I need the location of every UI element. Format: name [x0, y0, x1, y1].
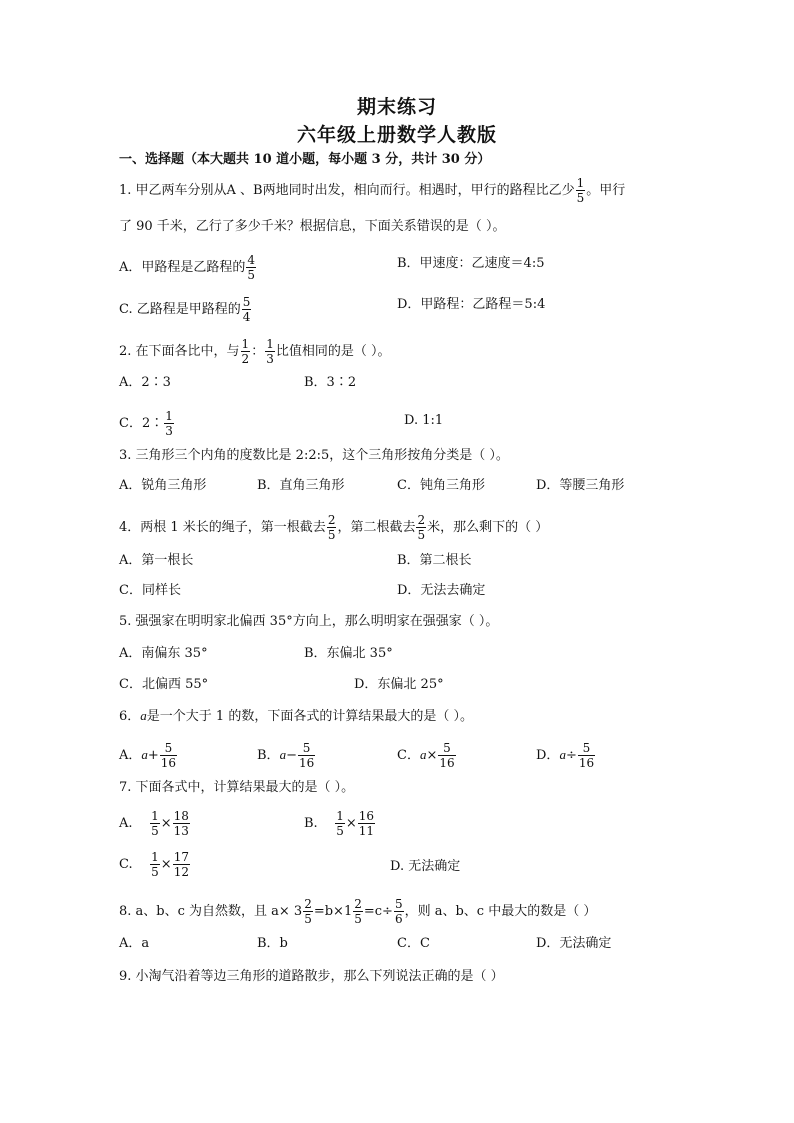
- numerator: 2: [304, 897, 312, 911]
- question-9: 9. 小淘气沿着等边三角形的道路散步，那么下列说法正确的是（ ）: [119, 969, 504, 984]
- section-heading: 一、选择题（本大题共 10 道小题，每小题 3 分，共计 30 分）: [119, 152, 491, 167]
- q4-option-b: B．第二根长: [397, 553, 472, 568]
- q7-option-b-label: B.: [304, 816, 318, 831]
- q1-option-a: [119, 253, 257, 282]
- numerator: 5: [298, 741, 315, 756]
- numerator: 5: [242, 295, 251, 309]
- denominator: 16: [160, 756, 177, 770]
- q1-option-a-text: A．甲路程是乙路程的: [119, 260, 246, 275]
- denominator: 5: [304, 912, 312, 926]
- numerator: 18: [173, 809, 189, 823]
- q3-option-d: D．等腰三角形: [536, 478, 625, 493]
- q6-option-c-label: C．: [397, 748, 420, 763]
- numerator: 17: [173, 850, 189, 864]
- numerator: 2: [354, 897, 362, 911]
- times-sign: ×: [160, 816, 172, 831]
- q3-option-b: B．直角三角形: [257, 478, 345, 493]
- q2-option-c-text: C．2∶: [119, 416, 164, 431]
- q6-text: 是一个大于 1 的数，下面各式的计算结果最大的是（ ）。: [146, 709, 473, 724]
- denominator: 16: [298, 756, 315, 770]
- question-6: [119, 707, 473, 726]
- q6-option-d-label: D．: [536, 748, 560, 763]
- page-subtitle: 六年级上册数学人教版: [296, 124, 497, 146]
- denominator: 3: [266, 352, 274, 366]
- q2-option-b: B．3∶2: [304, 375, 357, 390]
- question-2: [119, 337, 390, 366]
- q6-option-d: [536, 741, 596, 770]
- q4-text-b: ，第二根截去: [337, 520, 416, 535]
- q6-option-b: [257, 741, 316, 770]
- q1-text-a: 1. 甲乙两车分别从A 、B两地同时出发，相向而行。相遇时，甲行的路程比乙少: [119, 183, 575, 198]
- denominator: 4: [242, 310, 251, 324]
- question-5: 5. 强强家在明明家北偏西 35°方向上，那么明明家在强强家（ ）。: [119, 614, 499, 629]
- operator: ×: [426, 748, 438, 763]
- question-1-line-2: 了 90 千米，乙行了多少千米？根据信息，下面关系错误的是（ ）。: [119, 219, 506, 234]
- fraction: [150, 850, 160, 879]
- denominator: 6: [394, 912, 403, 926]
- q5-option-c: C．北偏西 55°: [119, 677, 209, 692]
- page-title: 期末练习: [356, 96, 437, 118]
- fraction: [150, 809, 160, 838]
- q1-text-b: 。甲行: [586, 183, 626, 198]
- numerator: 5: [394, 897, 403, 911]
- q6-option-a-label: A．: [119, 748, 142, 763]
- times-sign: ×: [345, 816, 357, 831]
- q5-option-b: B．东偏北 35°: [304, 646, 393, 661]
- q6-option-a: [119, 741, 178, 770]
- fraction: [173, 850, 190, 879]
- denominator: 11: [358, 824, 375, 838]
- denominator: 5: [151, 824, 159, 838]
- times-sign: ×: [160, 857, 172, 872]
- fraction: [438, 741, 455, 770]
- q4-option-c: C．同样长: [119, 583, 181, 598]
- numerator: 1: [241, 337, 250, 351]
- operator: +: [147, 748, 159, 763]
- denominator: 16: [439, 756, 455, 770]
- denominator: 5: [417, 528, 426, 542]
- fraction: [576, 176, 586, 205]
- q3-option-c: C．钝角三角形: [397, 478, 485, 493]
- q1-option-c-text: C. 乙路程是甲路程的: [119, 302, 241, 317]
- variable-a: a: [141, 747, 148, 762]
- denominator: 5: [151, 865, 159, 879]
- question-3: 3. 三角形三个内角的度数比是 2:2:5，这个三角形按角分类是（ ）。: [119, 448, 509, 463]
- fraction: [578, 741, 595, 770]
- denominator: 12: [173, 865, 189, 879]
- variable-a: a: [279, 747, 287, 762]
- q8-text-d: ，则 a、b、c 中最大的数是（ ）: [404, 904, 597, 919]
- q7-option-d: D. 无法确定: [390, 859, 461, 874]
- q7-option-c-label: C.: [119, 857, 133, 872]
- fraction: [303, 897, 313, 926]
- numerator: 1: [151, 850, 159, 864]
- numerator: 4: [247, 253, 256, 267]
- ratio-colon: ：: [251, 344, 265, 359]
- fraction: [394, 897, 404, 926]
- q2-option-d: D. 1:1: [404, 413, 444, 428]
- denominator: 5: [354, 912, 362, 926]
- numerator: 2: [417, 513, 426, 527]
- numerator: 2: [327, 513, 336, 527]
- q1-option-c: [119, 295, 252, 324]
- numerator: 1: [266, 337, 274, 351]
- operator: −: [286, 748, 297, 763]
- fraction: [164, 409, 174, 438]
- q2-option-a: A．2∶3: [119, 375, 171, 390]
- fraction: [242, 295, 252, 324]
- numerator: 16: [358, 809, 375, 823]
- fraction: [327, 513, 337, 542]
- question-8: [119, 897, 596, 926]
- q6-option-c: [397, 741, 457, 770]
- denominator: 3: [165, 424, 173, 438]
- denominator: 5: [327, 528, 336, 542]
- q4-option-a: A．第一根长: [119, 553, 194, 568]
- numerator: 5: [438, 741, 455, 756]
- fraction: [416, 513, 426, 542]
- denominator: 16: [578, 756, 595, 770]
- q8-option-a: A．a: [119, 936, 150, 951]
- denominator: 5: [576, 191, 585, 205]
- denominator: 5: [336, 824, 344, 838]
- question-7: 7. 下面各式中，计算结果最大的是（ ）。: [119, 780, 355, 795]
- q7-option-a-label: A.: [119, 816, 133, 831]
- fraction: [241, 337, 251, 366]
- q4-text-c: 米，那么剩下的（ ）: [427, 520, 549, 535]
- q8-option-d: D．无法确定: [536, 936, 612, 951]
- q6-number: 6．: [119, 709, 141, 724]
- fraction: [335, 809, 345, 838]
- variable-a: a: [140, 708, 147, 723]
- q8-text-c: =c÷: [363, 904, 393, 919]
- q7-option-a: [119, 809, 191, 838]
- numerator: 1: [336, 809, 344, 823]
- q8-option-c: C．C: [397, 936, 430, 951]
- denominator: 13: [173, 824, 189, 838]
- numerator: 1: [151, 809, 159, 823]
- q5-option-a: A．南偏东 35°: [119, 646, 208, 661]
- fraction: [265, 337, 275, 366]
- q3-option-a: A．锐角三角形: [119, 478, 207, 493]
- fraction: [160, 741, 177, 770]
- q4-text-a: 4．两根 1 米长的绳子，第一根截去: [119, 520, 326, 535]
- fraction: [246, 253, 256, 282]
- q5-option-d: D．东偏北 25°: [354, 677, 444, 692]
- fraction: [298, 741, 315, 770]
- denominator: 5: [247, 268, 256, 282]
- numerator: 1: [165, 409, 173, 423]
- q2-option-c: [119, 409, 175, 438]
- q7-option-c: [119, 850, 191, 879]
- variable-a: a: [559, 747, 566, 762]
- q1-option-b: B．甲速度：乙速度＝4:5: [397, 256, 545, 271]
- q2-text-a: 2. 在下面各比中，与: [119, 344, 240, 359]
- q7-option-b: [304, 809, 376, 838]
- q1-option-d: D．甲路程：乙路程＝5:4: [397, 297, 546, 312]
- variable-a: a: [419, 747, 427, 762]
- operator: ÷: [565, 748, 577, 763]
- fraction: [353, 897, 363, 926]
- question-4: [119, 513, 548, 542]
- numerator: 5: [160, 741, 177, 756]
- q2-text-b: 比值相同的是（ ）。: [275, 344, 391, 359]
- q8-text-b: =b×1: [313, 904, 353, 919]
- q4-option-d: D．无法去确定: [397, 583, 486, 598]
- q6-option-b-label: B．: [257, 748, 280, 763]
- numerator: 1: [576, 176, 585, 190]
- denominator: 2: [241, 352, 250, 366]
- fraction: [358, 809, 375, 838]
- question-1-line-1: [119, 176, 625, 205]
- q8-option-b: B．b: [257, 936, 288, 951]
- q8-text-a: 8. a、b、c 为自然数，且 a× 3: [119, 904, 303, 919]
- fraction: [173, 809, 190, 838]
- numerator: 5: [578, 741, 595, 756]
